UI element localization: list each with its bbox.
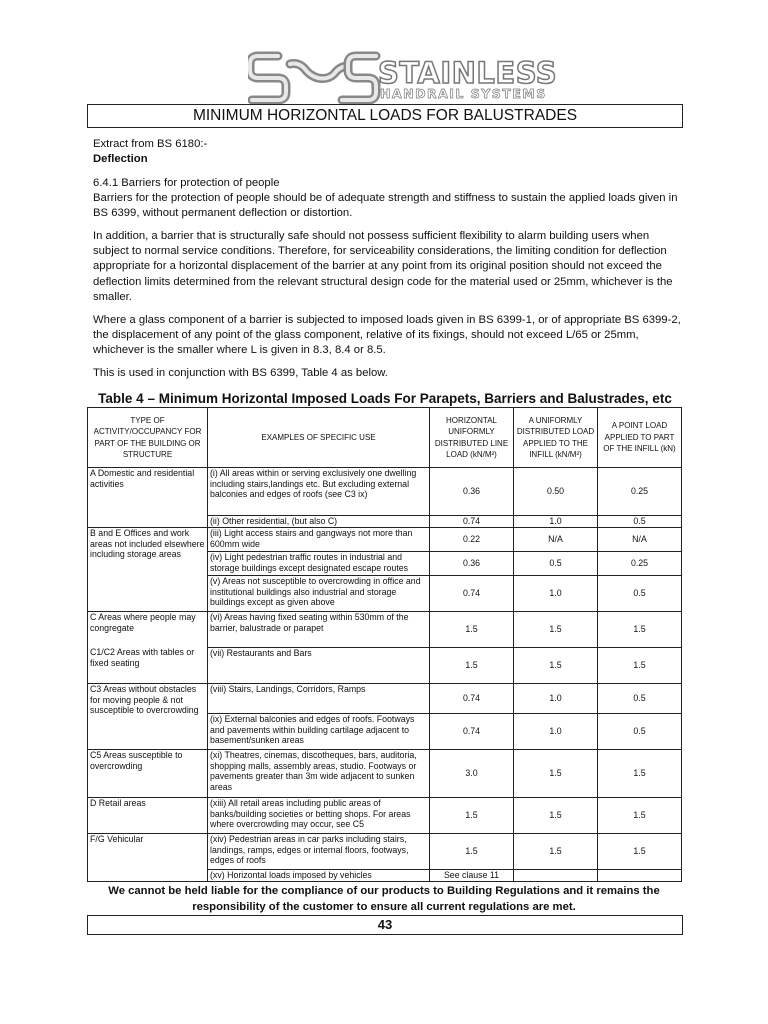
point-load-cell: 1.5: [598, 750, 682, 798]
header-point-load: A POINT LOAD APPLIED TO PART OF THE INFILL (kN): [598, 408, 682, 468]
use-cell: (v) Areas not susceptible to overcrowding in office and institutional buildings also industrial and storage buildings except as given above: [208, 576, 430, 612]
section-heading: 6.4.1 Barriers for protection of people: [93, 177, 280, 189]
header-line-load: HORIZONTAL UNIFORMLY DISTRIBUTED LINE LOAD (kN/M²): [430, 408, 514, 468]
line-load-cell: 1.5: [430, 612, 514, 648]
deflection-heading: Deflection: [93, 153, 148, 165]
table-header-row: [88, 408, 682, 468]
category-cell-group: [88, 612, 208, 684]
logo-wordmark: STAINLESS: [378, 56, 558, 90]
point-load-cell: 0.25: [598, 552, 682, 576]
point-load-cell: 1.5: [598, 798, 682, 834]
udl-cell: 1.0: [514, 576, 598, 612]
table-row: [88, 750, 682, 798]
line-load-cell: 0.36: [430, 552, 514, 576]
use-cell: (ii) Other residential, (but also C): [208, 516, 430, 528]
use-cell: (viii) Stairs, Landings, Corridors, Ramps: [208, 684, 430, 714]
point-load-cell: N/A: [598, 528, 682, 552]
page-title: MINIMUM HORIZONTAL LOADS FOR BALUSTRADES: [87, 104, 683, 128]
udl-cell: 0.5: [514, 552, 598, 576]
point-load-cell: 1.5: [598, 612, 682, 648]
point-load-cell: 1.5: [598, 834, 682, 870]
line-load-cell: 1.5: [430, 798, 514, 834]
line-load-cell: 1.5: [430, 648, 514, 684]
udl-cell: 1.0: [514, 516, 598, 528]
table-row: [88, 684, 682, 714]
table-row: [88, 528, 682, 552]
header-examples: EXAMPLES OF SPECIFIC USE: [208, 408, 430, 468]
udl-cell: 1.5: [514, 834, 598, 870]
line-load-cell: 0.74: [430, 576, 514, 612]
use-cell: (iv) Light pedestrian traffic routes in industrial and storage buildings except designated escape routes: [208, 552, 430, 576]
use-cell: (xiii) All retail areas including public areas of banks/building societies or betting shops. For areas where overcrowding may occur, see C5: [208, 798, 430, 834]
point-load-cell: 0.5: [598, 576, 682, 612]
point-load-cell: [598, 870, 682, 882]
use-cell: (iii) Light access stairs and gangways not more than 600mm wide: [208, 528, 430, 552]
udl-cell: 0.50: [514, 468, 598, 516]
line-load-cell: 0.22: [430, 528, 514, 552]
category-cell: B and E Offices and work areas not included elsewhere including storage areas: [88, 528, 208, 612]
category-cell: C5 Areas susceptible to overcrowding: [88, 750, 208, 798]
header-udl-infill: A UNIFORMLY DISTRIBUTED LOAD APPLIED TO THE INFILL (kN/M²): [514, 408, 598, 468]
paragraph-2: In addition, a barrier that is structurally safe should not possess sufficient flexibility to alarm building users when subject to normal service conditions. Therefore, for serviceability considerations, the limiting condition for deflection appropriate for a horizontal displacement of the barrier at any point from its original position should not exceed the deflection limits determined from the relevant structural design code for the material used or 25mm, whichever is the smaller.: [93, 230, 673, 303]
udl-cell: [514, 870, 598, 882]
table-row: [88, 468, 682, 516]
table-row: [88, 834, 682, 870]
paragraph-3: Where a glass component of a barrier is subjected to imposed loads given in BS 6399-1, or of appropriate BS 6399-2, the displacement of any point of the glass component, relative of its fixings, should not exceed L/65 or 25mm, whichever is the smaller where L is given in 8.3, 8.4 or 8.5.: [93, 314, 681, 357]
category-cell: C Areas where people may congregate: [90, 612, 196, 633]
line-load-cell: 0.74: [430, 714, 514, 750]
header-activity: TYPE OF ACTIVITY/OCCUPANCY FOR PART OF THE BUILDING OR STRUCTURE: [88, 408, 208, 468]
use-cell: (vii) Restaurants and Bars: [208, 648, 430, 684]
paragraph-1: Barriers for the protection of people should be of adequate strength and stiffness to sustain the applied loads given in BS 6399, without permanent deflection or distortion.: [93, 192, 678, 220]
udl-cell: N/A: [514, 528, 598, 552]
line-load-cell: See clause 11: [430, 870, 514, 882]
line-load-cell: 0.74: [430, 516, 514, 528]
category-cell: F/G Vehicular: [88, 834, 208, 882]
point-load-cell: 0.5: [598, 714, 682, 750]
disclaimer: We cannot be held liable for the compliance of our products to Building Regulations and it remains the responsibility of the customer to ensure all current regulations are met.: [108, 885, 660, 913]
table-row: [88, 612, 682, 648]
use-cell: (xi) Theatres, cinemas, discotheques, bars, auditoria, shopping malls, assembly areas, studio. Footways or pavements greater than 3m wide adjacent to sunken areas: [208, 750, 430, 798]
extract-label: Extract from BS 6180:-: [93, 138, 208, 150]
point-load-cell: 1.5: [598, 648, 682, 684]
udl-cell: 1.5: [514, 750, 598, 798]
line-load-cell: 3.0: [430, 750, 514, 798]
page-number: 43: [87, 915, 683, 935]
point-load-cell: 0.25: [598, 468, 682, 516]
loads-table: [87, 407, 682, 882]
udl-cell: 1.0: [514, 684, 598, 714]
use-cell: (xiv) Pedestrian areas in car parks including stairs, landings, ramps, edges or internal floors, footways, edges of roofs: [208, 834, 430, 870]
udl-cell: 1.5: [514, 798, 598, 834]
point-load-cell: 0.5: [598, 684, 682, 714]
paragraph-4: This is used in conjunction with BS 6399, Table 4 as below.: [93, 367, 388, 379]
line-load-cell: 0.36: [430, 468, 514, 516]
use-cell: (xv) Horizontal loads imposed by vehicles: [208, 870, 430, 882]
category-cell: C3 Areas without obstacles for moving people & not susceptible to overcrowding: [88, 684, 208, 750]
table-title: Table 4 – Minimum Horizontal Imposed Loads For Parapets, Barriers and Balustrades, etc: [98, 391, 672, 406]
table-row: [88, 798, 682, 834]
udl-cell: 1.5: [514, 648, 598, 684]
category-cell: A Domestic and residential activities: [88, 468, 208, 528]
udl-cell: 1.5: [514, 612, 598, 648]
udl-cell: 1.0: [514, 714, 598, 750]
use-cell: (i) All areas within or serving exclusively one dwelling including stairs,landings etc. But excluding external balconies and edges of roofs (see C3 ix): [208, 468, 430, 516]
category-cell: D Retail areas: [88, 798, 208, 834]
line-load-cell: 0.74: [430, 684, 514, 714]
use-cell: (vi) Areas having fixed seating within 530mm of the barrier, balustrade or parapet: [208, 612, 430, 648]
logo-tagline: HANDRAIL SYSTEMS: [380, 86, 547, 101]
category-cell: C1/C2 Areas with tables or fixed seating: [90, 647, 195, 668]
line-load-cell: 1.5: [430, 834, 514, 870]
point-load-cell: 0.5: [598, 516, 682, 528]
use-cell: (ix) External balconies and edges of roofs. Footways and pavements within building cartilage adjacent to basement/sunken areas: [208, 714, 430, 750]
